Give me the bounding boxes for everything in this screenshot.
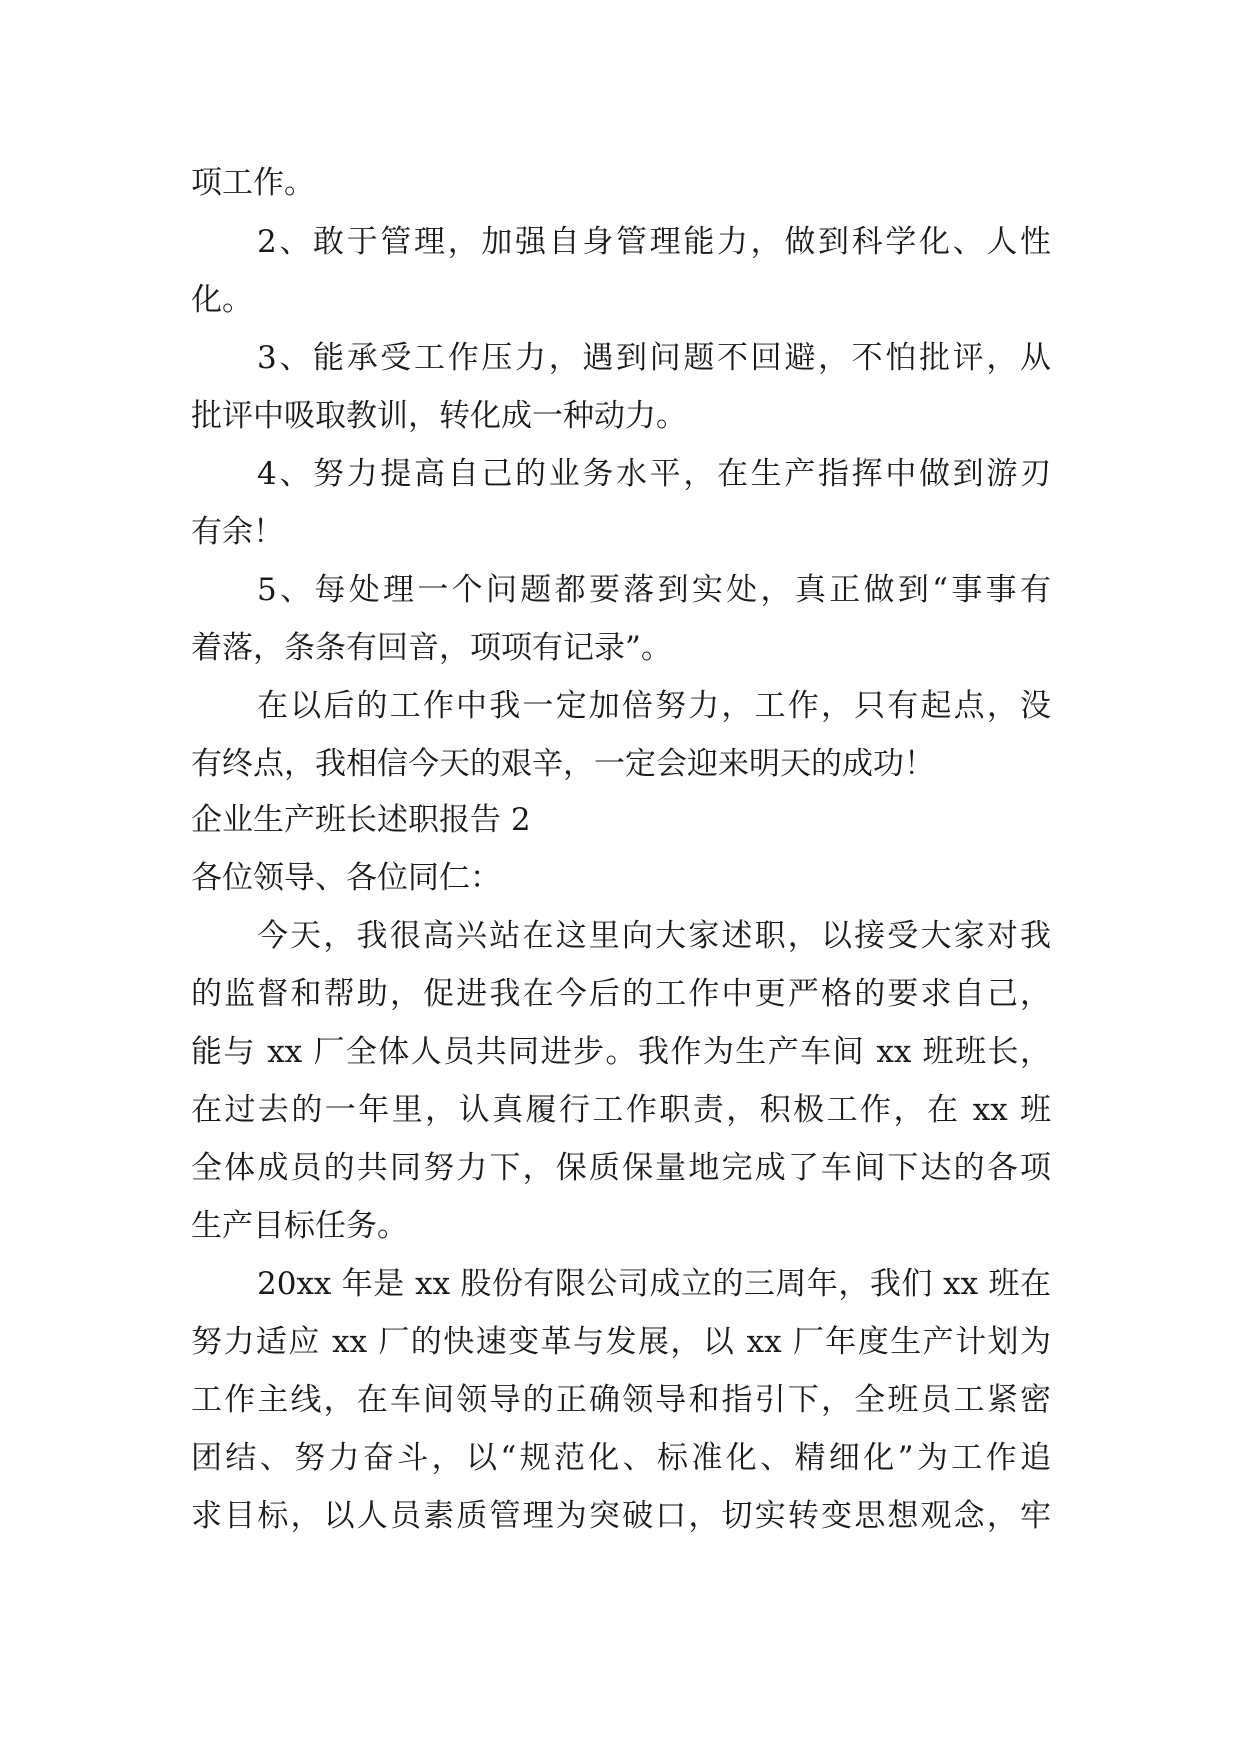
text-line: 批评中吸取教训，转化成一种动力。 [191, 398, 687, 434]
text-line: 项工作。 [191, 165, 315, 201]
text-line: 努力适应 xx 厂的快速变革与发展，以 xx 厂年度生产计划为 [191, 1324, 1051, 1360]
paragraph-summary: 20xx 年是 xx 股份有限公司成立的三周年，我们 xx 班在 [257, 1266, 1051, 1302]
salutation: 各位领导、各位同仁： [191, 860, 501, 896]
list-item-5: 5、每处理一个问题都要落到实处，真正做到“事事有 [257, 572, 1051, 608]
paragraph-closing: 在以后的工作中我一定加倍努力，工作，只有起点，没 [257, 688, 1051, 724]
text-line: 求目标，以人员素质管理为突破口，切实转变思想观念，牢 [191, 1498, 1051, 1534]
text-line: 的监督和帮助，促进我在今后的工作中更严格的要求自己， [191, 976, 1051, 1012]
text-line: 生产目标任务。 [191, 1208, 408, 1244]
text-line: 化。 [191, 282, 253, 318]
text-line: 工作主线，在车间领导的正确领导和指引下，全班员工紧密 [191, 1382, 1051, 1418]
paragraph-intro: 今天，我很高兴站在这里向大家述职，以接受大家对我 [257, 918, 1051, 954]
list-item-4: 4、努力提高自己的业务水平，在生产指挥中做到游刃 [257, 456, 1051, 492]
text-line: 着落，条条有回音，项项有记录”。 [191, 630, 672, 666]
section-title: 企业生产班长述职报告 2 [191, 802, 531, 838]
text-line: 全体成员的共同努力下，保质保量地完成了车间下达的各项 [191, 1150, 1051, 1186]
list-item-2: 2、敢于管理，加强自身管理能力，做到科学化、人性 [257, 224, 1051, 260]
text-line: 能与 xx 厂全体人员共同进步。我作为生产车间 xx 班班长， [191, 1034, 1051, 1070]
list-item-3: 3、能承受工作压力，遇到问题不回避，不怕批评，从 [257, 340, 1051, 376]
text-line: 团结、努力奋斗，以“规范化、标准化、精细化”为工作追 [191, 1440, 1051, 1476]
text-line: 有余！ [191, 514, 284, 550]
text-line: 在过去的一年里，认真履行工作职责，积极工作，在 xx 班 [191, 1092, 1051, 1128]
text-line: 有终点，我相信今天的艰辛，一定会迎来明天的成功！ [191, 746, 935, 782]
